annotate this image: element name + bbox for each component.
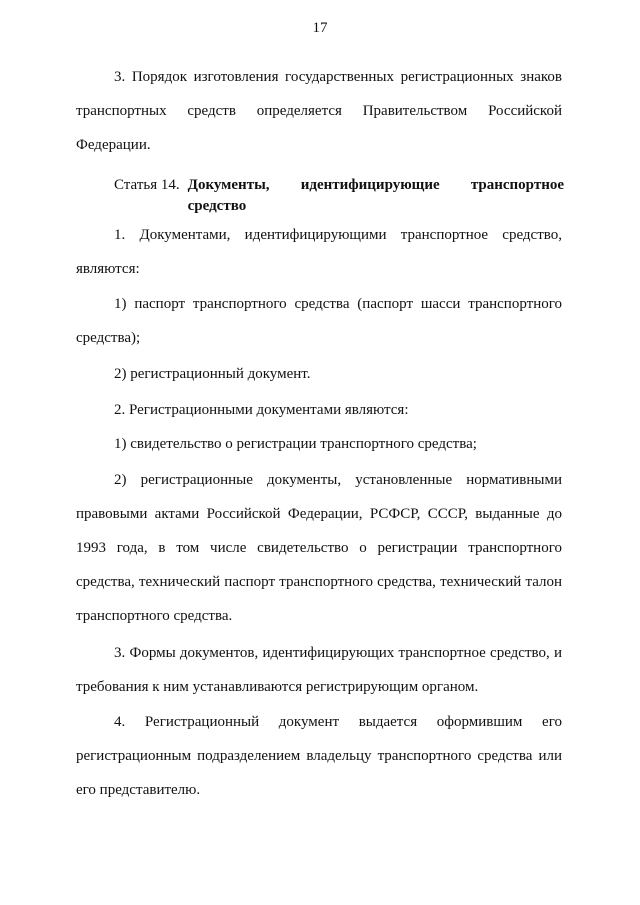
paragraph-2: 2. Регистрационными документами являются: [114, 402, 409, 418]
article-title: Документы, идентифицирующие транспортное средство [187, 177, 564, 214]
article-heading [114, 175, 564, 217]
paragraph-2-1: 1) свидетельство о регистрации транспортного средства; [114, 436, 477, 452]
paragraph-1-2: 2) регистрационный документ. [114, 366, 311, 382]
paragraph-3: 3. Формы документов, идентифицирующих транспортное средство, и требования к ним устанавливаются регистрирующим органом. [76, 645, 562, 695]
paragraph-4: 4. Регистрационный документ выдается оформившим его регистрационным подразделением владельцу транспортного средства или его представителю. [76, 714, 562, 798]
article-label: Статья 14. [114, 177, 180, 193]
paragraph-license-plates: 3. Порядок изготовления государственных регистрационных знаков транспортных средств определяется Правительством Российской Федерации. [76, 69, 562, 153]
page-number: 17 [312, 20, 328, 36]
paragraph-1: 1. Документами, идентифицирующими транспортное средство, являются: [76, 227, 562, 277]
paragraph-2-2: 2) регистрационные документы, установленные нормативными правовыми актами Российской Федерации, РСФСР, СССР, выданные до 1993 года, в том числе свидетельство о регистрации транспортного средства, технический паспорт транспортного средства, технический талон транспортного средства. [76, 472, 562, 624]
paragraph-1-1: 1) паспорт транспортного средства (паспорт шасси транспортного средства); [76, 296, 562, 346]
